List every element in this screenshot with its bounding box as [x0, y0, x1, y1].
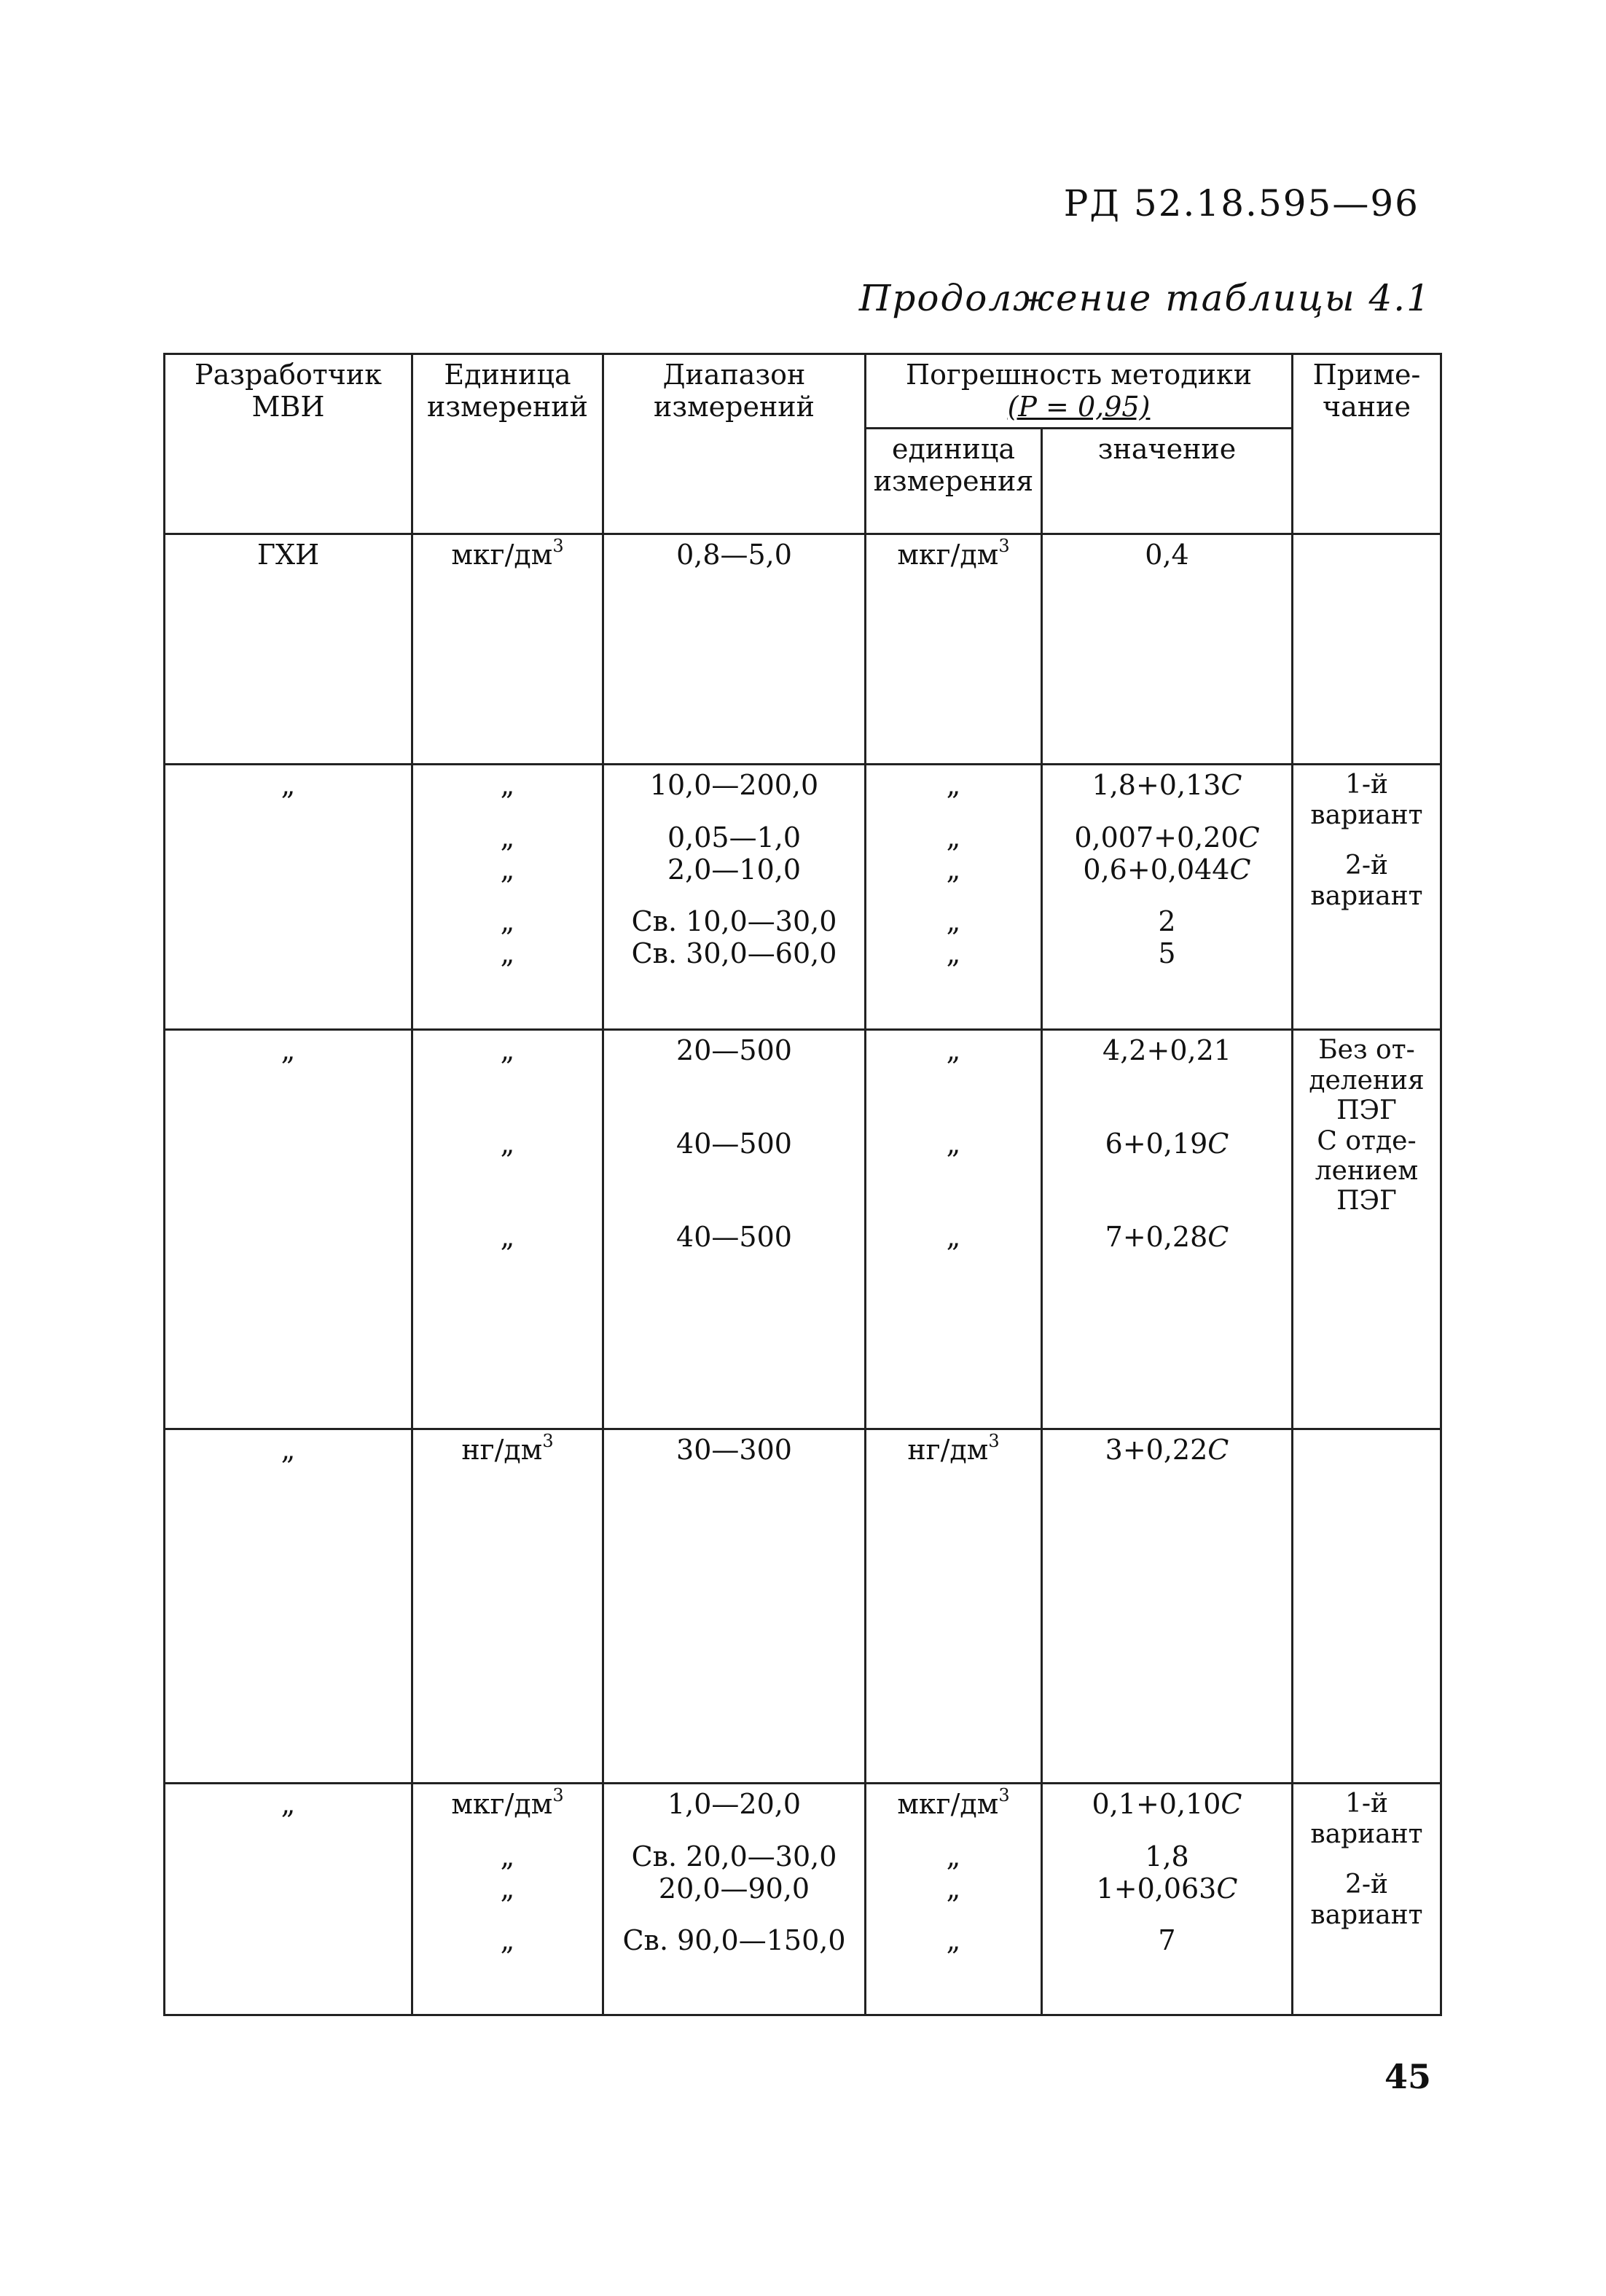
cell-note — [1293, 1429, 1441, 1784]
col-header-error-value: значение — [1042, 429, 1293, 534]
table-row — [165, 534, 1441, 765]
table-header-row — [165, 354, 1441, 429]
cell-range: 10,0—200,0 0,05—1,0 2,0—10,0 Св. 10,0—30,0 Св. 30,0—60,0 — [603, 765, 866, 1030]
cell-error-unit: $нг/дм^3$ — [866, 1429, 1042, 1784]
cell-error-value: 4,2+0,21 6+0,19C 7+0,28C — [1042, 1030, 1293, 1429]
cell-range: 20—500 40—500 40—500 — [603, 1030, 866, 1429]
col-header-unit: Единица измерений — [412, 354, 603, 534]
cell-unit: „ „ „ — [412, 1030, 603, 1429]
cell-developer: „ — [165, 1429, 412, 1784]
measurement-methods-table — [163, 353, 1442, 2016]
cell-range: 1,0—20,0 Св. 20,0—30,0 20,0—90,0 Св. 90,0—150,0 — [603, 1784, 866, 2015]
cell-developer: „ — [165, 1030, 412, 1429]
cell-developer: „ — [165, 1784, 412, 2015]
table-row — [165, 1429, 1441, 1784]
cell-note: Без от- деления ПЭГ С отде- лением ПЭГ — [1293, 1030, 1441, 1429]
cell-note — [1293, 534, 1441, 765]
cell-unit: $нг/дм^3$ — [412, 1429, 603, 1784]
table-row — [165, 765, 1441, 1030]
cell-range: 30—300 — [603, 1429, 866, 1784]
table-row — [165, 1030, 1441, 1429]
col-header-developer: Разработчик МВИ — [165, 354, 412, 534]
cell-unit: мкг/$дм^3$ — [412, 534, 603, 765]
cell-error-value: 3+0,22C — [1042, 1429, 1293, 1784]
cell-developer: „ — [165, 765, 412, 1030]
col-header-error-unit: единица измерения — [866, 429, 1042, 534]
cell-error-value: 1,8+0,13C 0,007+0,20C 0,6+0,044C 2 5 — [1042, 765, 1293, 1030]
cell-error-unit: „ „ „ „ „ — [866, 765, 1042, 1030]
cell-error-unit: „ „ „ — [866, 1030, 1042, 1429]
cell-error-value: 0,1+0,10C 1,8 1+0,063C 7 — [1042, 1784, 1293, 2015]
cell-error-unit: мкг/$дм^3$ „ „ „ — [866, 1784, 1042, 2015]
col-header-note: Приме- чание — [1293, 354, 1441, 534]
cell-developer: ГХИ — [165, 534, 412, 765]
col-header-error-group: Погрешность методики (P = 0,95) — [866, 354, 1293, 429]
confidence-level: (P = 0,95) — [1007, 390, 1151, 423]
cell-unit: „ „ „ „ „ — [412, 765, 603, 1030]
cell-note: 1-й вариант 2-й вариант — [1293, 1784, 1441, 2015]
col-header-range: Диапазон измерений — [603, 354, 866, 534]
table-continuation-caption: Продолжение таблицы 4.1 — [858, 277, 1431, 319]
cell-range: 0,8—5,0 — [603, 534, 866, 765]
cell-unit: мкг/$дм^3$ „ „ „ — [412, 1784, 603, 2015]
cell-error-value: 0,4 — [1042, 534, 1293, 765]
cell-error-unit: мкг/$дм^3$ — [866, 534, 1042, 765]
cell-note: 1-й вариант 2-й вариант — [1293, 765, 1441, 1030]
page-number: 45 — [1384, 2057, 1432, 2096]
table-row — [165, 1784, 1441, 2015]
document-code: РД 52.18.595—96 — [1063, 182, 1419, 224]
